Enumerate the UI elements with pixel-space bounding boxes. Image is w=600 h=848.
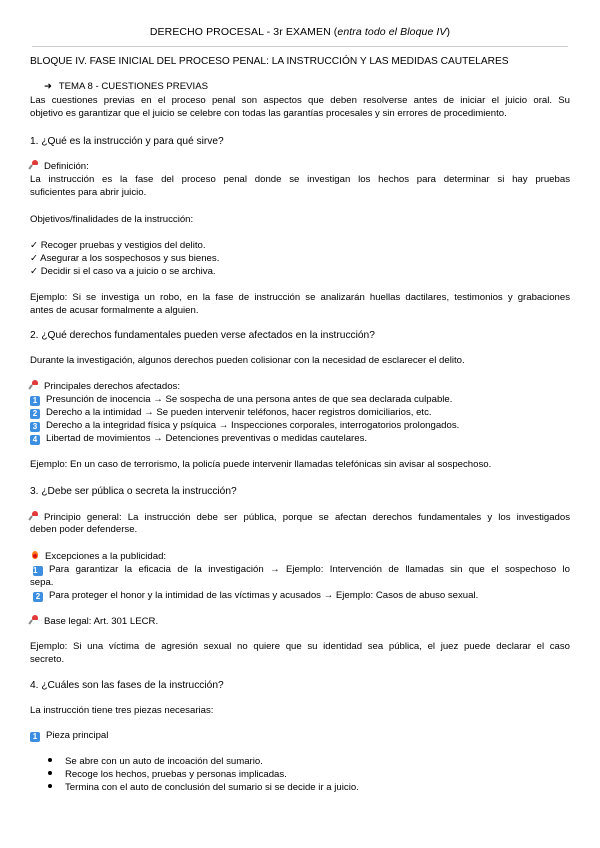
list-item-text: Se abre con un auto de incoación del sumario. — [65, 756, 263, 767]
principle-text: Principio general: La instrucción debe ser pública, porque se afectan derechos fundamentales y los investigados — [44, 512, 570, 523]
question-3: 3. ¿Debe ser pública o secreta la instrucción? — [30, 486, 237, 497]
pushpin-icon — [30, 160, 39, 170]
question-1: 1. ¿Qué es la instrucción y para qué sirve? — [30, 136, 224, 147]
question-2-intro: Durante la investigación, algunos derechos pueden colisionar con la necesidad de esclarecer el delito. — [30, 355, 465, 366]
number-4-icon: 4 — [30, 435, 40, 445]
header-title: DERECHO PROCESAL - 3r EXAMEN ( — [149, 26, 338, 38]
pushpin-icon — [30, 380, 39, 390]
list-item — [48, 782, 588, 794]
question-4-intro: La instrucción tiene tres piezas necesarias: — [30, 705, 214, 716]
right-item — [30, 433, 570, 445]
question-2: 2. ¿Qué derechos fundamentales pueden verse afectados en la instrucción? — [30, 330, 375, 341]
bullet-icon — [48, 758, 52, 762]
block-title: BLOQUE IV. FASE INICIAL DEL PROCESO PENAL: LA INSTRUCCIÓN Y LAS MEDIDAS CAUTELARES — [30, 56, 509, 67]
bullet-icon — [48, 771, 52, 775]
principle-line-2: deben poder defenderse. — [30, 524, 138, 535]
example-1-line-2: antes de acusar formalmente a alguien. — [30, 305, 199, 316]
exception-text: Para garantizar la eficacia de la investigación → Ejemplo: Intervención de llamadas sin que el sospechoso lo — [49, 564, 570, 575]
number-1-icon: 1 — [33, 566, 43, 576]
right-text: Derecho a la integridad física y psíquica → Inspecciones corporales, interrogatorios prolongados. — [46, 420, 460, 431]
legal-basis-text: Base legal: Art. 301 LECR. — [44, 616, 159, 627]
objective-item: ✓ Decidir si el caso va a juicio o se archiva. — [30, 266, 216, 277]
arrow-icon: ➜ — [44, 81, 53, 92]
right-item — [30, 394, 570, 406]
bullet-icon — [48, 784, 52, 788]
right-item — [30, 407, 570, 419]
piece-label: Pieza principal — [46, 730, 109, 741]
tema-heading — [44, 81, 584, 93]
number-2-icon: 2 — [30, 409, 40, 419]
legal-basis — [30, 615, 570, 628]
list-item — [48, 756, 588, 768]
example-1-line-1: Ejemplo: Si se investiga un robo, en la fase de instrucción se analizarán huellas dactilares, testimonios y grabaciones — [30, 292, 570, 303]
pushpin-icon — [30, 615, 39, 625]
definition-label: Definición: — [44, 161, 89, 172]
right-text: Presunción de inocencia → Se sospecha de una persona antes de que sea declarada culpable. — [46, 394, 453, 405]
intro-line-1: Las cuestiones previas en el proceso penal son aspectos que deben resolverse antes de iniciar el juicio oral. Su — [30, 95, 570, 106]
rights-label: Principales derechos afectados: — [44, 381, 180, 392]
exception-text-cont: sepa. — [30, 577, 54, 588]
rights-heading — [30, 380, 570, 393]
exception-item — [33, 564, 570, 576]
piece-heading — [30, 730, 570, 742]
header-title-italic: entra todo el Bloque IV — [337, 26, 447, 38]
exception-item — [33, 590, 573, 602]
page-header — [0, 26, 600, 38]
question-4: 4. ¿Cuáles son las fases de la instrucción? — [30, 680, 224, 691]
pushpin-icon — [30, 511, 39, 521]
right-text: Libertad de movimientos → Detenciones preventivas o medidas cautelares. — [46, 433, 368, 444]
right-text: Derecho a la intimidad → Se pueden intervenir teléfonos, hacer registros domiciliarios, etc. — [46, 407, 432, 418]
definition-heading — [30, 160, 570, 173]
list-item-text: Recoge los hechos, pruebas y personas implicadas. — [65, 769, 287, 780]
header-title-end: ) — [446, 26, 451, 38]
principle-line-1 — [30, 511, 570, 524]
intro-line-2: objetivo es garantizar que el juicio se celebre con todas las garantías procesales y sin errores de procedimiento. — [30, 108, 507, 119]
objective-item: ✓ Asegurar a los sospechosos y sus bienes. — [30, 253, 220, 264]
example-2: Ejemplo: En un caso de terrorismo, la policía puede intervenir llamadas telefónicas sin avisar al sospechoso. — [30, 459, 492, 470]
exceptions-heading — [30, 550, 570, 563]
number-1-icon: 1 — [30, 396, 40, 406]
example-3-line-2: secreto. — [30, 654, 65, 665]
number-3-icon: 3 — [30, 422, 40, 432]
example-3-line-1: Ejemplo: Si una víctima de agresión sexual no quiere que su identidad sea pública, el juez puede declarar el caso — [30, 641, 570, 652]
number-1-icon: 1 — [30, 732, 40, 742]
list-item-text: Termina con el auto de conclusión del sumario si se decide ir a juicio. — [65, 782, 359, 793]
tema-title: TEMA 8 - CUESTIONES PREVIAS — [58, 81, 208, 92]
definition-line-1: La instrucción es la fase del proceso penal donde se investigan los hechos para determinar si hay pruebas — [30, 174, 570, 185]
exception-text: Para proteger el honor y la intimidad de las víctimas y acusados → Ejemplo: Casos de abuso sexual. — [49, 590, 479, 601]
number-2-icon: 2 — [33, 592, 43, 602]
exceptions-label: Excepciones a la publicidad: — [45, 551, 167, 562]
right-item — [30, 420, 570, 432]
definition-line-2: suficientes para abrir juicio. — [30, 187, 147, 198]
objectives-label: Objetivos/finalidades de la instrucción: — [30, 214, 194, 225]
header-divider — [32, 46, 568, 47]
siren-icon — [30, 550, 40, 560]
objective-item: ✓ Recoger pruebas y vestigios del delito. — [30, 240, 206, 251]
list-item — [48, 769, 588, 781]
